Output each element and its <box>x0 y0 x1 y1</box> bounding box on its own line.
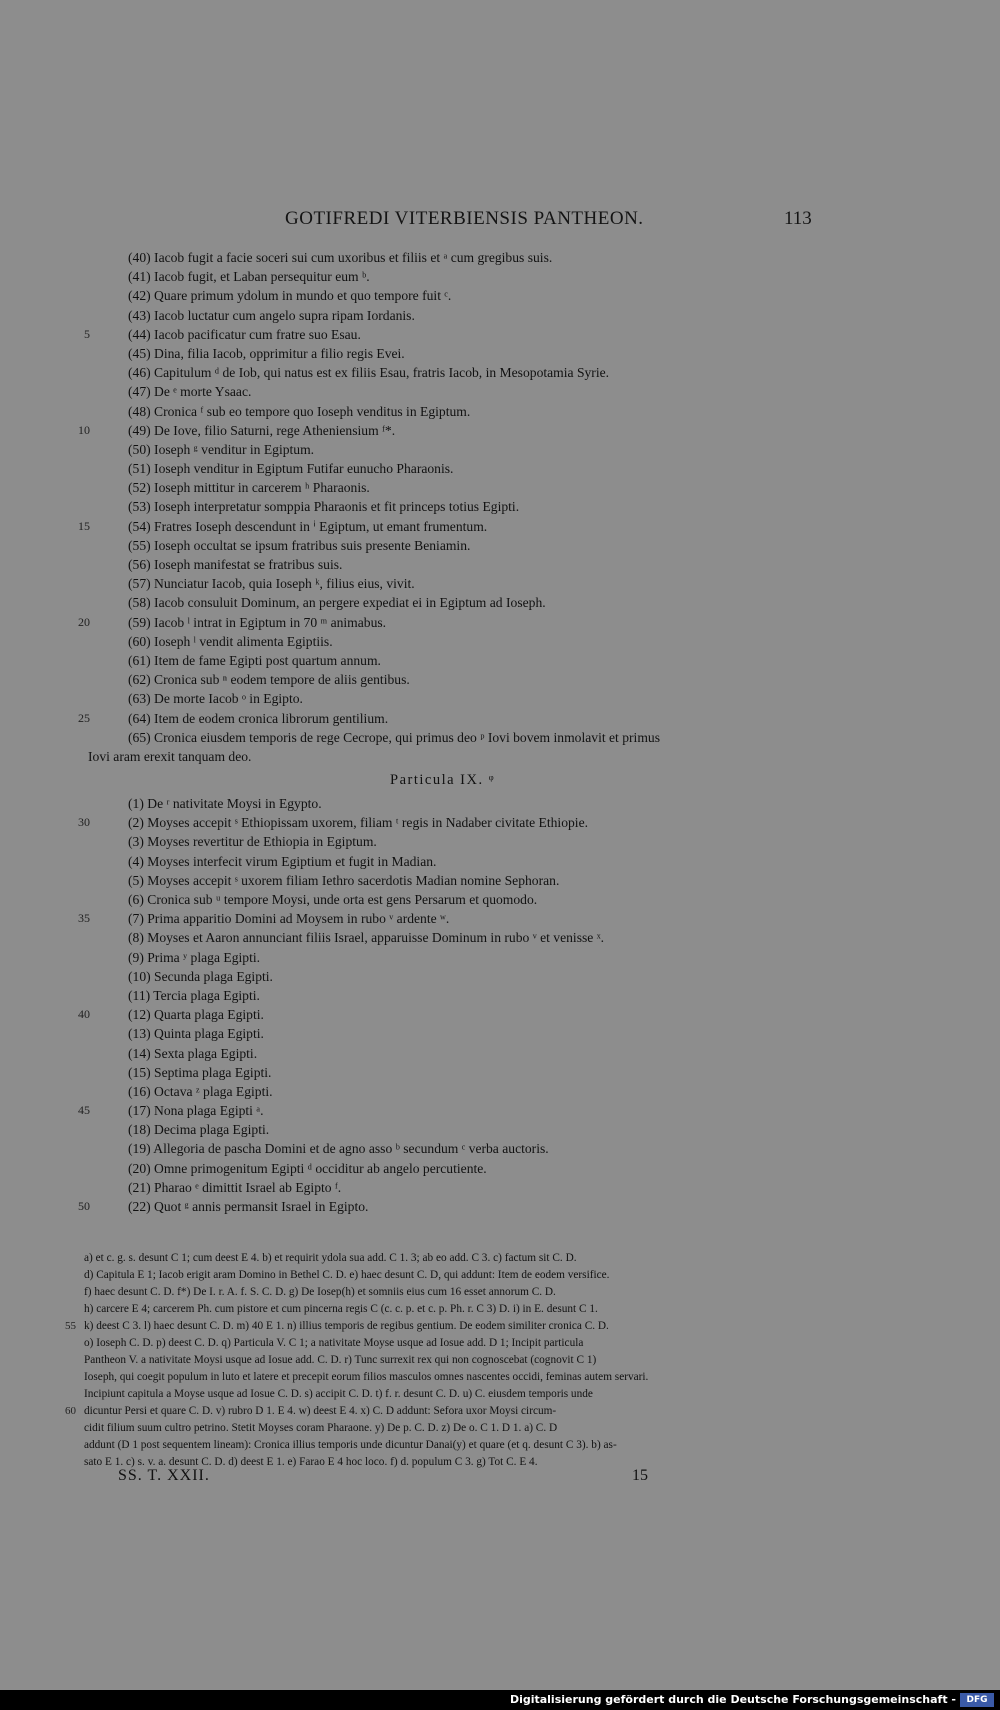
chapter-line-text: (51) Ioseph venditur in Egiptum Futifar eunucho Pharaonis. <box>128 461 454 477</box>
chapter-line-text: (65) Cronica eiusdem temporis de rege Cecrope, qui primus deo ᵖ Iovi bovem inmolavit et primus <box>128 729 660 745</box>
footnote-line-text: addunt (D 1 post sequentem lineam): Cronica illius temporis unde dicuntur Danai(y) et quare (et q. desunt C 3). b) as- <box>84 1439 617 1451</box>
footnote-line-text: f) haec desunt C. D. f*) De I. r. A. f. S. C. D. g) De Iosep(h) et somniis eius cum 16 esset annorum C. D. <box>84 1286 556 1298</box>
chapter-line-text: (52) Ioseph mittitur in carcerem ʰ Pharaonis. <box>128 480 370 496</box>
chapter-line-text: (44) Iacob pacificatur cum fratre suo Esau. <box>128 326 361 342</box>
footnote-line <box>0 1250 1000 1267</box>
chapter-line-text: (7) Prima apparitio Domini ad Moysem in rubo ᵛ ardente ʷ. <box>128 911 450 927</box>
chapter-line-text: (13) Quinta plaga Egipti. <box>128 1026 264 1042</box>
line-number: 40 <box>78 1007 90 1022</box>
chapter-line-text: (9) Prima ʸ plaga Egipti. <box>128 949 261 965</box>
chapter-line <box>0 747 1000 766</box>
chapter-line <box>0 967 1000 986</box>
chapter-line-text: (17) Nona plaga Egipti ᵃ. <box>128 1103 264 1119</box>
footnote-line-text: a) et c. g. s. desunt C 1; cum deest E 4. b) et requirit ydola sua add. C 1. 3; ab eo add. C 3. c) factum sit C. D. <box>84 1252 577 1264</box>
chapter-line <box>0 593 1000 612</box>
chapter-line <box>0 1197 1000 1216</box>
line-number: 10 <box>78 422 90 437</box>
chapter-line-text: (56) Ioseph manifestat se fratribus suis. <box>128 557 343 572</box>
line-number: 35 <box>78 911 90 926</box>
footnote-line-text: o) Ioseph C. D. p) deest C. D. q) Particula V. C 1; a nativitate Moyse usque ad Iosue add. D 1; Incipit particula <box>84 1337 584 1349</box>
footnote-line-text: cidit filium suum cultro petrino. Stetit Moyses coram Pharaone. y) De p. C. D. z) De o. C 1. D 1. a) C. D <box>84 1422 558 1434</box>
chapter-line <box>0 478 1000 497</box>
chapter-line <box>0 555 1000 574</box>
chapter-line <box>0 248 1000 267</box>
funding-credit: Digitalisierung gefördert durch die Deutsche Forschungsgemeinschaft - <box>509 1693 956 1706</box>
footnote-line-text: sato E 1. c) s. v. a. desunt C. D. d) deest E 1. e) Farao E 4 hoc loco. f) d. populum C 3. g) Tot C. E 4. <box>84 1456 538 1468</box>
chapter-line-text: (64) Item de eodem cronica librorum gentilium. <box>128 710 389 726</box>
chapter-line <box>0 986 1000 1005</box>
chapter-line <box>0 794 1000 813</box>
footnote-line-text: h) carcere E 4; carcerem Ph. cum pistore et cum pincerna regis C (c. c. p. et c. p. Ph. r. C 3) D. i) in E. desunt C 1. <box>84 1303 598 1315</box>
chapter-line-text: (2) Moyses accepit ˢ Ethiopissam uxorem, filiam ᵗ regis in Nadaber civitate Ethiopie. <box>128 815 588 831</box>
chapter-line-text: (59) Iacob ˡ intrat in Egiptum in 70 ᵐ animabus. <box>128 614 387 630</box>
line-number: 30 <box>78 815 90 830</box>
chapter-line <box>0 344 1000 363</box>
chapter-line <box>0 440 1000 459</box>
line-number: 15 <box>78 518 90 533</box>
chapter-line-text: Iovi aram erexit tanquam deo. <box>88 748 252 764</box>
footnote-line-text: Incipiunt capitula a Moyse usque ad Iosue C. D. s) accipit C. D. t) f. r. desunt C. D. u) C. eiusdem temporis unde <box>84 1388 593 1400</box>
chapter-line-text: (41) Iacob fugit, et Laban persequitur eum ᵇ. <box>128 269 370 285</box>
running-title: GOTIFREDI VITERBIENSIS PANTHEON. <box>285 208 644 229</box>
chapter-line <box>0 421 1000 440</box>
chapter-line <box>0 709 1000 728</box>
footnote-line <box>0 1403 1000 1420</box>
footnote-line <box>0 1437 1000 1454</box>
section-heading <box>0 766 1000 794</box>
chapter-line-text: (21) Pharao ᵉ dimittit Israel ab Egipto ᶠ. <box>128 1179 342 1195</box>
chapter-line-text: (48) Cronica ᶠ sub eo tempore quo Ioseph venditus in Egiptum. <box>128 403 471 419</box>
chapter-line <box>0 517 1000 536</box>
chapter-line <box>0 928 1000 947</box>
chapter-line <box>0 689 1000 708</box>
chapter-line <box>0 363 1000 382</box>
line-number: 25 <box>78 710 90 725</box>
chapter-line-text: (20) Omne primogenitum Egipti ᵈ occiditur ab angelo percutiente. <box>128 1160 487 1176</box>
chapter-line-text: (4) Moyses interfecit virum Egiptium et fugit in Madian. <box>128 853 437 869</box>
footnote-line-text: d) Capitula E 1; Iacob erigit aram Domino in Bethel C. D. e) haec desunt C. D, qui addunt: Item de eodem versifice. <box>84 1269 610 1281</box>
chapter-line <box>0 832 1000 851</box>
page-number: 113 <box>784 208 812 229</box>
footnotes <box>0 1250 1000 1471</box>
footnote-line-text: Pantheon V. a nativitate Moysi usque ad Iosue add. C. D. r) Tunc surrexit rex qui non cognoscebat (cognovit C 1) <box>84 1354 597 1366</box>
footnote-line <box>0 1352 1000 1369</box>
chapter-line-text: (8) Moyses et Aaron annunciant filiis Israel, apparuisse Dominum in rubo ᵛ et venisse ˣ. <box>128 930 605 946</box>
chapter-line-text: (49) De Iove, filio Saturni, rege Atheniensium ᶠ*. <box>128 422 396 438</box>
chapter-line <box>0 1139 1000 1158</box>
chapter-line <box>0 613 1000 632</box>
footnote-line <box>0 1267 1000 1284</box>
section-heading-text: Particula IX. ᵠ <box>390 772 496 789</box>
footnote-line <box>0 1369 1000 1386</box>
chapter-line <box>0 813 1000 832</box>
chapter-line <box>0 536 1000 555</box>
chapter-line-text: (54) Fratres Ioseph descendunt in ⁱ Egiptum, ut emant frumentum. <box>128 518 488 534</box>
footnote-line <box>0 1386 1000 1403</box>
chapter-line <box>0 670 1000 689</box>
line-number: 45 <box>78 1103 90 1118</box>
chapter-line-text: (15) Septima plaga Egipti. <box>128 1064 272 1080</box>
footnote-line <box>0 1284 1000 1301</box>
chapter-line <box>0 382 1000 401</box>
chapter-line <box>0 1024 1000 1043</box>
chapter-line <box>0 728 1000 747</box>
chapter-line <box>0 852 1000 871</box>
chapter-line <box>0 1178 1000 1197</box>
chapter-line <box>0 632 1000 651</box>
chapter-line-text: (18) Decima plaga Egipti. <box>128 1122 270 1138</box>
chapter-line <box>0 574 1000 593</box>
line-number: 5 <box>84 326 90 341</box>
chapter-line-text: (12) Quarta plaga Egipti. <box>128 1007 264 1023</box>
chapter-line-text: (62) Cronica sub ⁿ eodem tempore de aliis gentibus. <box>128 672 410 688</box>
chapter-line-text: (55) Ioseph occultat se ipsum fratribus suis presente Beniamin. <box>128 537 471 553</box>
footnote-line <box>0 1301 1000 1318</box>
chapter-line-text: (43) Iacob luctatur cum angelo supra ripam Iordanis. <box>128 307 415 323</box>
footnote-line-text: k) deest C 3. l) haec desunt C. D. m) 40 E 1. n) illius temporis de regibus gentium. De eodem similiter cronica C. D. <box>84 1320 609 1332</box>
chapter-line <box>0 651 1000 670</box>
chapter-line <box>0 1063 1000 1082</box>
chapter-list <box>0 248 1000 1216</box>
chapter-line-text: (53) Ioseph interpretatur somppia Pharaonis et fit princeps totius Egipti. <box>128 499 520 515</box>
chapter-line <box>0 890 1000 909</box>
chapter-line <box>0 286 1000 305</box>
chapter-line-text: (40) Iacob fugit a facie soceri sui cum uxoribus et filiis et ᵃ cum gregibus suis. <box>128 250 553 265</box>
chapter-line <box>0 1082 1000 1101</box>
chapter-line <box>0 1159 1000 1178</box>
chapter-line-text: (11) Tercia plaga Egipti. <box>128 987 260 1003</box>
line-number: 20 <box>78 614 90 629</box>
line-number: 60 <box>65 1405 76 1417</box>
chapter-line <box>0 1044 1000 1063</box>
chapter-line-text: (6) Cronica sub ᵘ tempore Moysi, unde orta est gens Persarum et quomodo. <box>128 892 538 907</box>
footnote-line <box>0 1420 1000 1437</box>
gathering-number: 15 <box>632 1467 648 1484</box>
chapter-line-text: (16) Octava ᶻ plaga Egipti. <box>128 1083 273 1099</box>
chapter-line <box>0 267 1000 286</box>
chapter-line <box>0 306 1000 325</box>
chapter-line-text: (47) De ᵉ morte Ysaac. <box>128 384 252 400</box>
chapter-line-text: (22) Quot ᵍ annis permansit Israel in Egipto. <box>128 1199 369 1214</box>
credit-bar <box>0 1690 1000 1710</box>
chapter-line-text: (19) Allegoria de pascha Domini et de agno asso ᵇ secundum ᶜ verba auctoris. <box>128 1141 549 1157</box>
volume-signature: SS. T. XXII. <box>118 1467 210 1484</box>
footnote-line-text: dicuntur Persi et quare C. D. v) rubro D 1. E 4. w) deest E 4. x) C. D addunt: Sefora uxor Moysi circum- <box>84 1405 557 1417</box>
chapter-line <box>0 402 1000 421</box>
chapter-line-text: (57) Nunciatur Iacob, quia Ioseph ᵏ, filius eius, vivit. <box>128 576 415 592</box>
chapter-line-text: (3) Moyses revertitur de Ethiopia in Egiptum. <box>128 834 377 850</box>
chapter-line-text: (45) Dina, filia Iacob, opprimitur a filio regis Evei. <box>128 345 405 361</box>
chapter-line <box>0 459 1000 478</box>
chapter-line <box>0 497 1000 516</box>
page-footer <box>0 1467 1000 1489</box>
chapter-line <box>0 1005 1000 1024</box>
chapter-line-text: (60) Ioseph ˡ vendit alimenta Egiptiis. <box>128 633 333 649</box>
chapter-line <box>0 871 1000 890</box>
chapter-line <box>0 1101 1000 1120</box>
line-number: 55 <box>65 1320 76 1332</box>
line-number: 50 <box>78 1199 90 1213</box>
chapter-line-text: (50) Ioseph ᵍ venditur in Egiptum. <box>128 441 315 457</box>
chapter-line-text: (1) De ʳ nativitate Moysi in Egypto. <box>128 796 322 812</box>
chapter-line-text: (58) Iacob consuluit Dominum, an pergere expediat ei in Egiptum ad Ioseph. <box>128 595 546 611</box>
chapter-line <box>0 909 1000 928</box>
chapter-line <box>0 1120 1000 1139</box>
chapter-line-text: (14) Sexta plaga Egipti. <box>128 1045 258 1061</box>
footnote-line <box>0 1335 1000 1352</box>
footnote-line-text: Ioseph, qui coegit populum in luto et latere et precepit eorum filios masculos omnes nascentes occidi, feminas autem servari. <box>84 1371 649 1383</box>
dfg-logo: DFG <box>960 1693 994 1707</box>
chapter-line <box>0 325 1000 344</box>
chapter-line-text: (61) Item de fame Egipti post quartum annum. <box>128 652 381 668</box>
chapter-line-text: (42) Quare primum ydolum in mundo et quo tempore fuit ᶜ. <box>128 288 452 304</box>
chapter-line-text: (46) Capitulum ᵈ de Iob, qui natus est ex filiis Esau, fratris Iacob, in Mesopotamia Syrie. <box>128 365 610 381</box>
chapter-line-text: (5) Moyses accepit ˢ uxorem filiam Iethro sacerdotis Madian nomine Sephoran. <box>128 872 560 888</box>
footnote-line <box>0 1318 1000 1335</box>
running-header <box>0 208 1000 232</box>
chapter-line-text: (10) Secunda plaga Egipti. <box>128 968 273 984</box>
chapter-line <box>0 948 1000 967</box>
chapter-line-text: (63) De morte Iacob ᵒ in Egipto. <box>128 691 303 707</box>
